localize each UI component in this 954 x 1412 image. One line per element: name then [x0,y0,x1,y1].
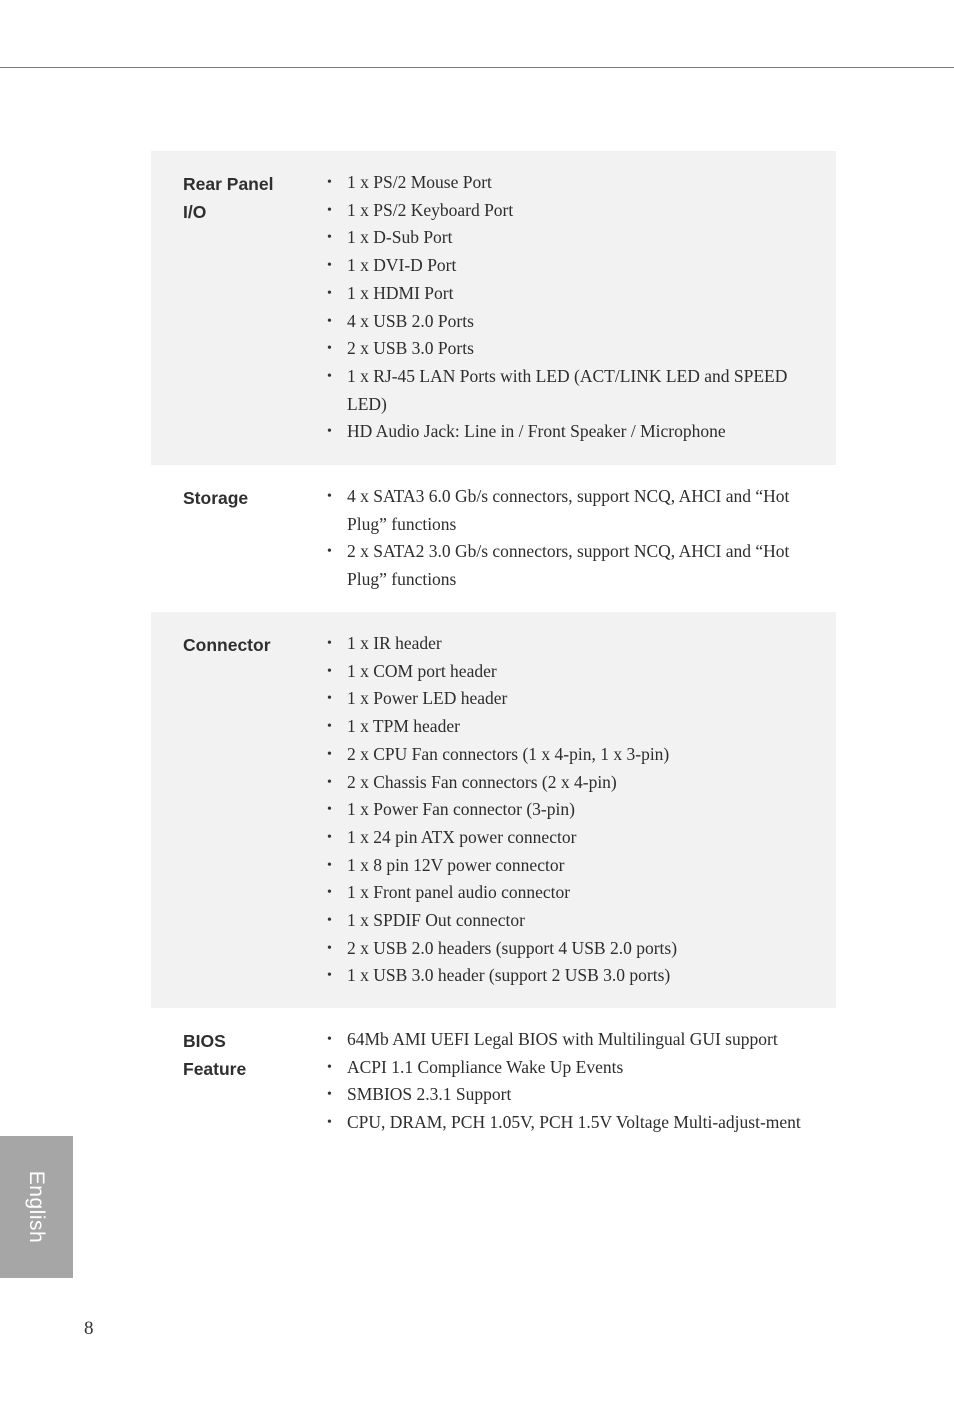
list-item-text: 1 x D-Sub Port [347,227,453,248]
list-item [327,1081,822,1109]
spec-label-line: BIOS [183,1031,226,1051]
bullet-icon: • [327,1059,332,1075]
list-item [327,483,822,538]
bullet-icon: • [327,341,332,357]
list-item-text: 1 x Power Fan connector (3-pin) [347,799,575,820]
spec-list [327,169,822,446]
bullet-icon: • [327,885,332,901]
list-item [327,538,822,593]
list-item-text: 1 x SPDIF Out connector [347,910,525,931]
list-item [327,308,822,336]
spec-label-line: Feature [183,1058,247,1079]
list-item [327,252,822,280]
list-item-text: 1 x TPM header [347,716,460,737]
bullet-icon: • [327,774,332,790]
bullet-icon: • [327,691,332,707]
list-item [327,962,822,990]
list-item [327,796,822,824]
spec-row-bios-feature [151,1008,836,1188]
list-item-text: 2 x CPU Fan connectors (1 x 4-pin, 1 x 3-pin) [347,743,670,764]
bullet-icon: • [327,829,332,845]
list-item-text: 1 x IR header [347,633,442,653]
spec-row-rear-panel-io [151,151,836,465]
list-item [327,769,822,797]
bullet-icon: • [327,230,332,246]
list-item-text: 1 x 24 pin ATX power connector [347,826,577,847]
list-item-text: 1 x RJ-45 LAN Ports with LED (ACT/LINK LED and SPEED LED) [347,365,788,414]
spec-list [327,630,822,990]
list-item-text: 1 x DVI-D Port [347,255,457,276]
spec-label-line: Rear Panel [183,174,274,194]
bullet-icon: • [327,802,332,818]
list-item [327,1109,822,1137]
bullet-icon: • [327,202,332,218]
list-item-text: 1 x Power LED header [347,688,508,709]
list-item [327,224,822,252]
list-item [327,630,822,658]
list-item-text: HD Audio Jack: Line in / Front Speaker / Microphone [347,421,726,442]
list-item [327,935,822,963]
list-item-text: 1 x 8 pin 12V power connector [347,854,565,875]
bullet-icon: • [327,663,332,679]
bullet-icon: • [327,968,332,984]
list-item [327,907,822,935]
language-tab-label: English [25,1170,48,1244]
list-item [327,335,822,363]
bullet-icon: • [327,719,332,735]
list-item-text: 1 x PS/2 Mouse Port [347,172,492,192]
spec-label [183,171,313,226]
bullet-icon: • [327,544,332,560]
specification-table [151,151,836,1188]
bullet-icon: • [327,175,332,190]
list-item [327,197,822,225]
list-item [327,1054,822,1082]
bullet-icon: • [327,746,332,762]
header-rule [0,67,954,68]
bullet-icon: • [327,313,332,329]
spec-row-connector [151,612,836,1008]
spec-label-line: I/O [183,201,207,222]
list-item [327,685,822,713]
bullet-icon: • [327,258,332,274]
bullet-icon: • [327,1087,332,1103]
list-item [327,658,822,686]
list-item [327,713,822,741]
list-item-text: 1 x COM port header [347,660,497,681]
list-item-text: 1 x HDMI Port [347,282,454,303]
list-item [327,418,822,446]
list-item-text: 2 x USB 3.0 Ports [347,338,474,359]
list-item [327,879,822,907]
list-item-text: 1 x USB 3.0 header (support 2 USB 3.0 ports) [347,965,671,986]
bullet-icon: • [327,368,332,384]
language-tab [0,1136,73,1278]
list-item-text: 2 x USB 2.0 headers (support 4 USB 2.0 ports) [347,937,678,958]
list-item-text: 4 x SATA3 6.0 Gb/s connectors, support NCQ, AHCI and “Hot Plug” functions [347,486,790,534]
list-item [327,363,822,418]
bullet-icon: • [327,940,332,956]
list-item-text: 2 x Chassis Fan connectors (2 x 4-pin) [347,771,617,792]
spec-list [327,483,822,594]
bullet-icon: • [327,424,332,440]
list-item [327,169,822,197]
bullet-icon: • [327,1032,332,1047]
list-item [327,1026,822,1054]
list-item-text: SMBIOS 2.3.1 Support [347,1084,512,1105]
spec-label [183,485,313,513]
list-item [327,741,822,769]
bullet-icon: • [327,1115,332,1131]
list-item-text: 1 x Front panel audio connector [347,882,571,903]
list-item-text: ACPI 1.1 Compliance Wake Up Events [347,1056,624,1077]
bullet-icon: • [327,913,332,929]
bullet-icon: • [327,636,332,651]
page-number: 8 [84,1318,94,1339]
list-item-text: 4 x USB 2.0 Ports [347,310,474,331]
bullet-icon: • [327,489,332,504]
spec-label [183,1028,313,1083]
spec-label-line: Connector [183,635,271,655]
list-item-text: CPU, DRAM, PCH 1.05V, PCH 1.5V Voltage Multi-adjust-ment [347,1112,801,1133]
list-item [327,824,822,852]
list-item-text: 1 x PS/2 Keyboard Port [347,199,514,220]
spec-list [327,1026,822,1137]
list-item-text: 64Mb AMI UEFI Legal BIOS with Multilingual GUI support [347,1029,778,1049]
spec-row-storage [151,465,836,612]
spec-label [183,632,313,660]
spec-label-line: Storage [183,488,249,508]
list-item [327,280,822,308]
bullet-icon: • [327,285,332,301]
list-item [327,852,822,880]
list-item-text: 2 x SATA2 3.0 Gb/s connectors, support NCQ, AHCI and “Hot Plug” functions [347,541,790,590]
bullet-icon: • [327,857,332,873]
